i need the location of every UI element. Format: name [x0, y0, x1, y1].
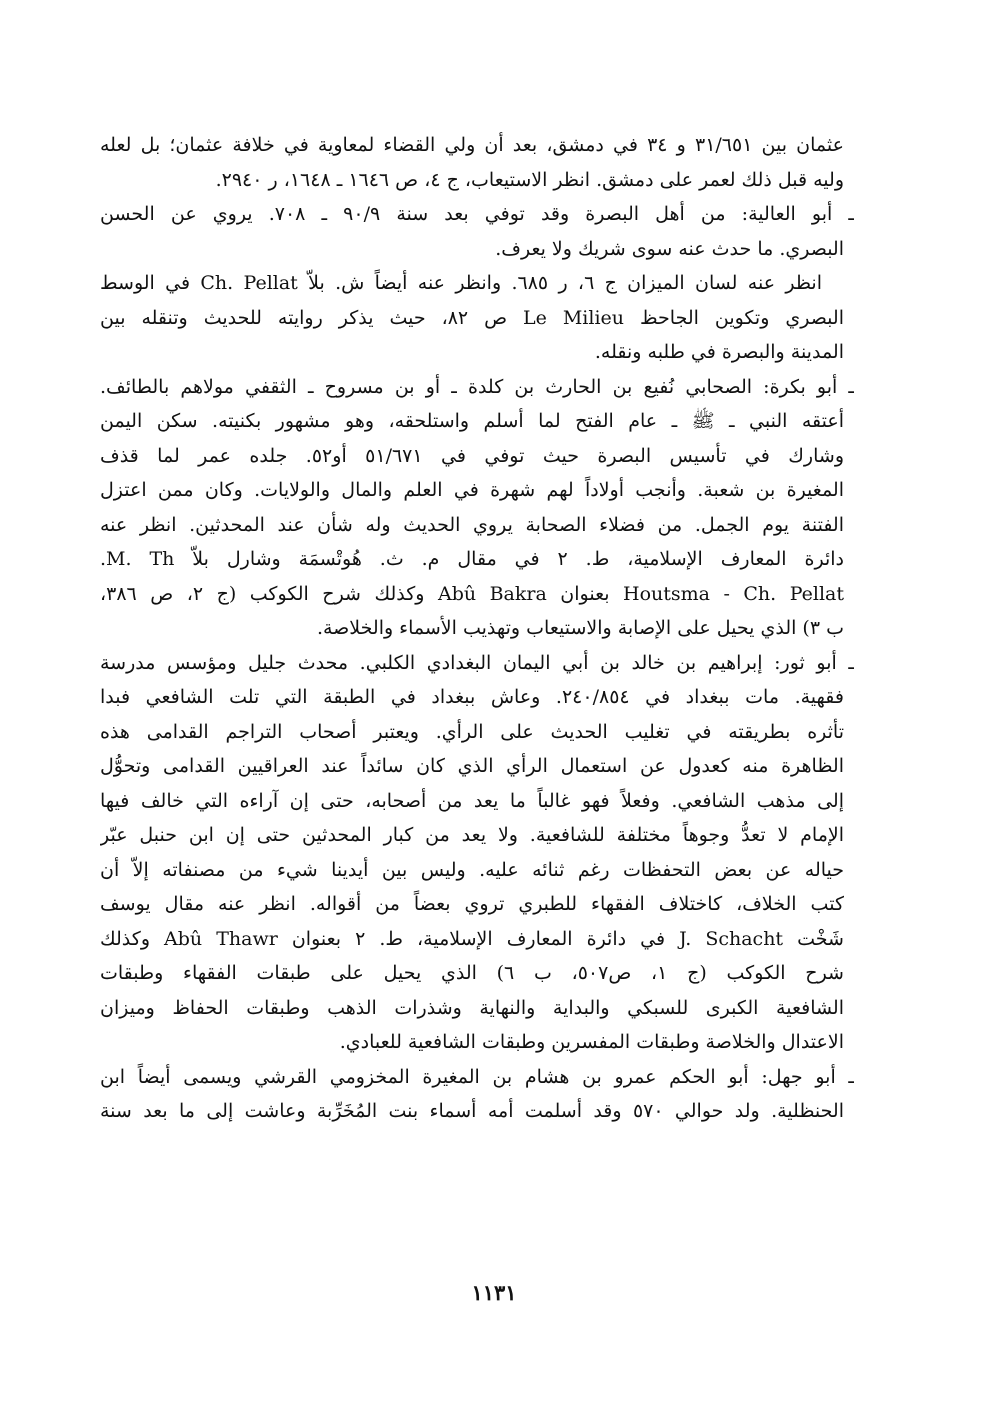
text-line: وليه قبل ذلك لعمر على دمشق. انظر الاستيعاب، ج ٤، ص ١٦٤٦ ـ ١٦٤٨، ر ٢٩٤٠.	[215, 168, 844, 191]
text-line: انظر عنه لسان الميزان ج ٦، ر ٦٨٥. وانظر عنه أيضاً ش. بلاّ Ch. Pellat في الوسط	[100, 272, 822, 294]
text-line: أعتقه النبي ـ ﷺ ـ عام الفتح لما أسلم واستلحقه، وهو مشهور بكنيته. سكن اليمن	[100, 410, 844, 432]
document-body	[100, 128, 854, 1129]
text-line: Houtsma - Ch. Pellat بعنوان Abû Bakra وكذلك شرح الكوكب (ج ٢، ص ٣٨٦،	[100, 582, 844, 605]
entry-abu-jahl	[100, 1060, 854, 1129]
text-line: الإمام لا تعدُّ وجوهاً مختلفة للشافعية. ولا يعد من كبار المحدثين حتى إن ابن حنبل عبّر	[100, 824, 844, 846]
text-line: البصري وتكوين الجاحظ Le Milieu ص ٨٢، حيث يذكر روايته للحديث وتنقله بين	[100, 306, 844, 329]
entry-heading-line: ـ أبو العالية: من أهل البصرة وقد توفي بعد سنة ٩٠/٩ ـ ٧٠٨. يروي عن الحسن	[100, 203, 854, 225]
text-line: البصري. ما حدث عنه سوى شريك ولا يعرف.	[495, 237, 844, 260]
text-line: إلى مذهب الشافعي. وفعلاً فهو غالباً ما يعد من أصحابه، حتى إن آراءه التي خالف فيها	[100, 789, 844, 812]
paragraph-abu-al-aliya-refs	[100, 266, 844, 370]
text-line: وشارك في تأسيس البصرة حيث توفي في ٥١/٦٧١ أو٥٢. جلده عمر لما قذف	[100, 444, 844, 467]
entry-heading-line: ـ أبو ثور: إبراهيم بن خالد بن أبي اليمان البغدادي الكلبي. محدث جليل ومؤسس مدرسة	[100, 651, 854, 674]
text-line: دائرة المعارف الإسلامية، ط. ٢ في مقال م. ث. هُوتْسمَة وشارل بلاّ M. Th.	[100, 548, 844, 570]
text-line: ب ٣) الذي يحيل على الإصابة والاستيعاب وتهذيب الأسماء والخلاصة.	[316, 617, 844, 639]
page-number: ١١٣١	[471, 1280, 517, 1305]
text-line: عثمان بين ٣١/٦٥١ و ٣٤ في دمشق، بعد أن ولي القضاء لمعاوية في خلافة عثمان؛ بل لعله	[100, 134, 844, 156]
entry-heading-line: ـ أبو جهل: أبو الحكم عمرو بن هشام بن المغيرة المخزومي القرشي ويسمى أيضاً ابن	[100, 1065, 854, 1088]
text-line: كتب الخلاف، كاختلاف الفقهاء للطبري تروي بعضاً من أقواله. انظر عنه مقال يوسف	[100, 893, 844, 915]
text-line: المدينة والبصرة في طلبه ونقله.	[594, 341, 844, 363]
text-line: الشافعية الكبرى للسبكي والبداية والنهاية وشذرات الذهب وطبقات الحفاظ وميزان	[100, 996, 844, 1019]
text-line: المغيرة بن شعبة. وأنجب أولاداً لهم شهرة في العلم والمال والولايات. وكان ممن اعتزل	[100, 479, 844, 501]
text-line: الحنظلية. ولد حوالي ٥٧٠ وقد أسلمت أمه أسماء بنت المُخَرِّبة وعاشت إلى ما بعد سنة	[100, 1100, 844, 1122]
paragraph-uthman-continuation	[100, 128, 844, 197]
entry-heading-line: ـ أبو بكرة: الصحابي نُفيع بن الحارث بن كلدة ـ أو بن مسروح ـ الثقفي مولاهم بالطائف.	[100, 375, 854, 398]
text-line: الظاهرة منه كعدول عن استعمال الرأي الذي كان سائداً عند العراقيين القدامى وتحوُّل	[100, 755, 844, 777]
text-line: تأثره بطريقته في تغليب الحديث على الرأي. ويعتبر أصحاب التراجم القدامى هذه	[100, 720, 844, 743]
text-line: شرح الكوكب (ج ١، ص٥٠٧، ب ٦) الذي يحيل على طبقات الفقهاء وطبقات	[100, 962, 844, 984]
text-line: الاعتدال والخلاصة وطبقات المفسرين وطبقات الشافعية للعبادي.	[339, 1031, 844, 1053]
entry-abu-al-aliya	[100, 197, 854, 266]
text-line: حياله عن بعض التحفظات رغم ثنائه عليه. وليس بين أيدينا شيء من مصنفاته إلاّ أن	[100, 858, 844, 881]
text-line: شَخْت J. Schacht في دائرة المعارف الإسلامية، ط. ٢ بعنوان Abû Thawr وكذلك	[100, 927, 844, 950]
text-line: الفتنة يوم الجمل. من فضلاء الصحابة يروي الحديث وله شأن عند المحدثين. انظر عنه	[100, 513, 844, 536]
text-line: فقهية. مات ببغداد في ٢٤٠/٨٥٤. وعاش ببغداد في الطبقة التي تلت الشافعي فبدا	[100, 686, 844, 708]
entry-abu-thawr	[100, 646, 854, 1060]
entry-abu-bakra	[100, 370, 854, 646]
